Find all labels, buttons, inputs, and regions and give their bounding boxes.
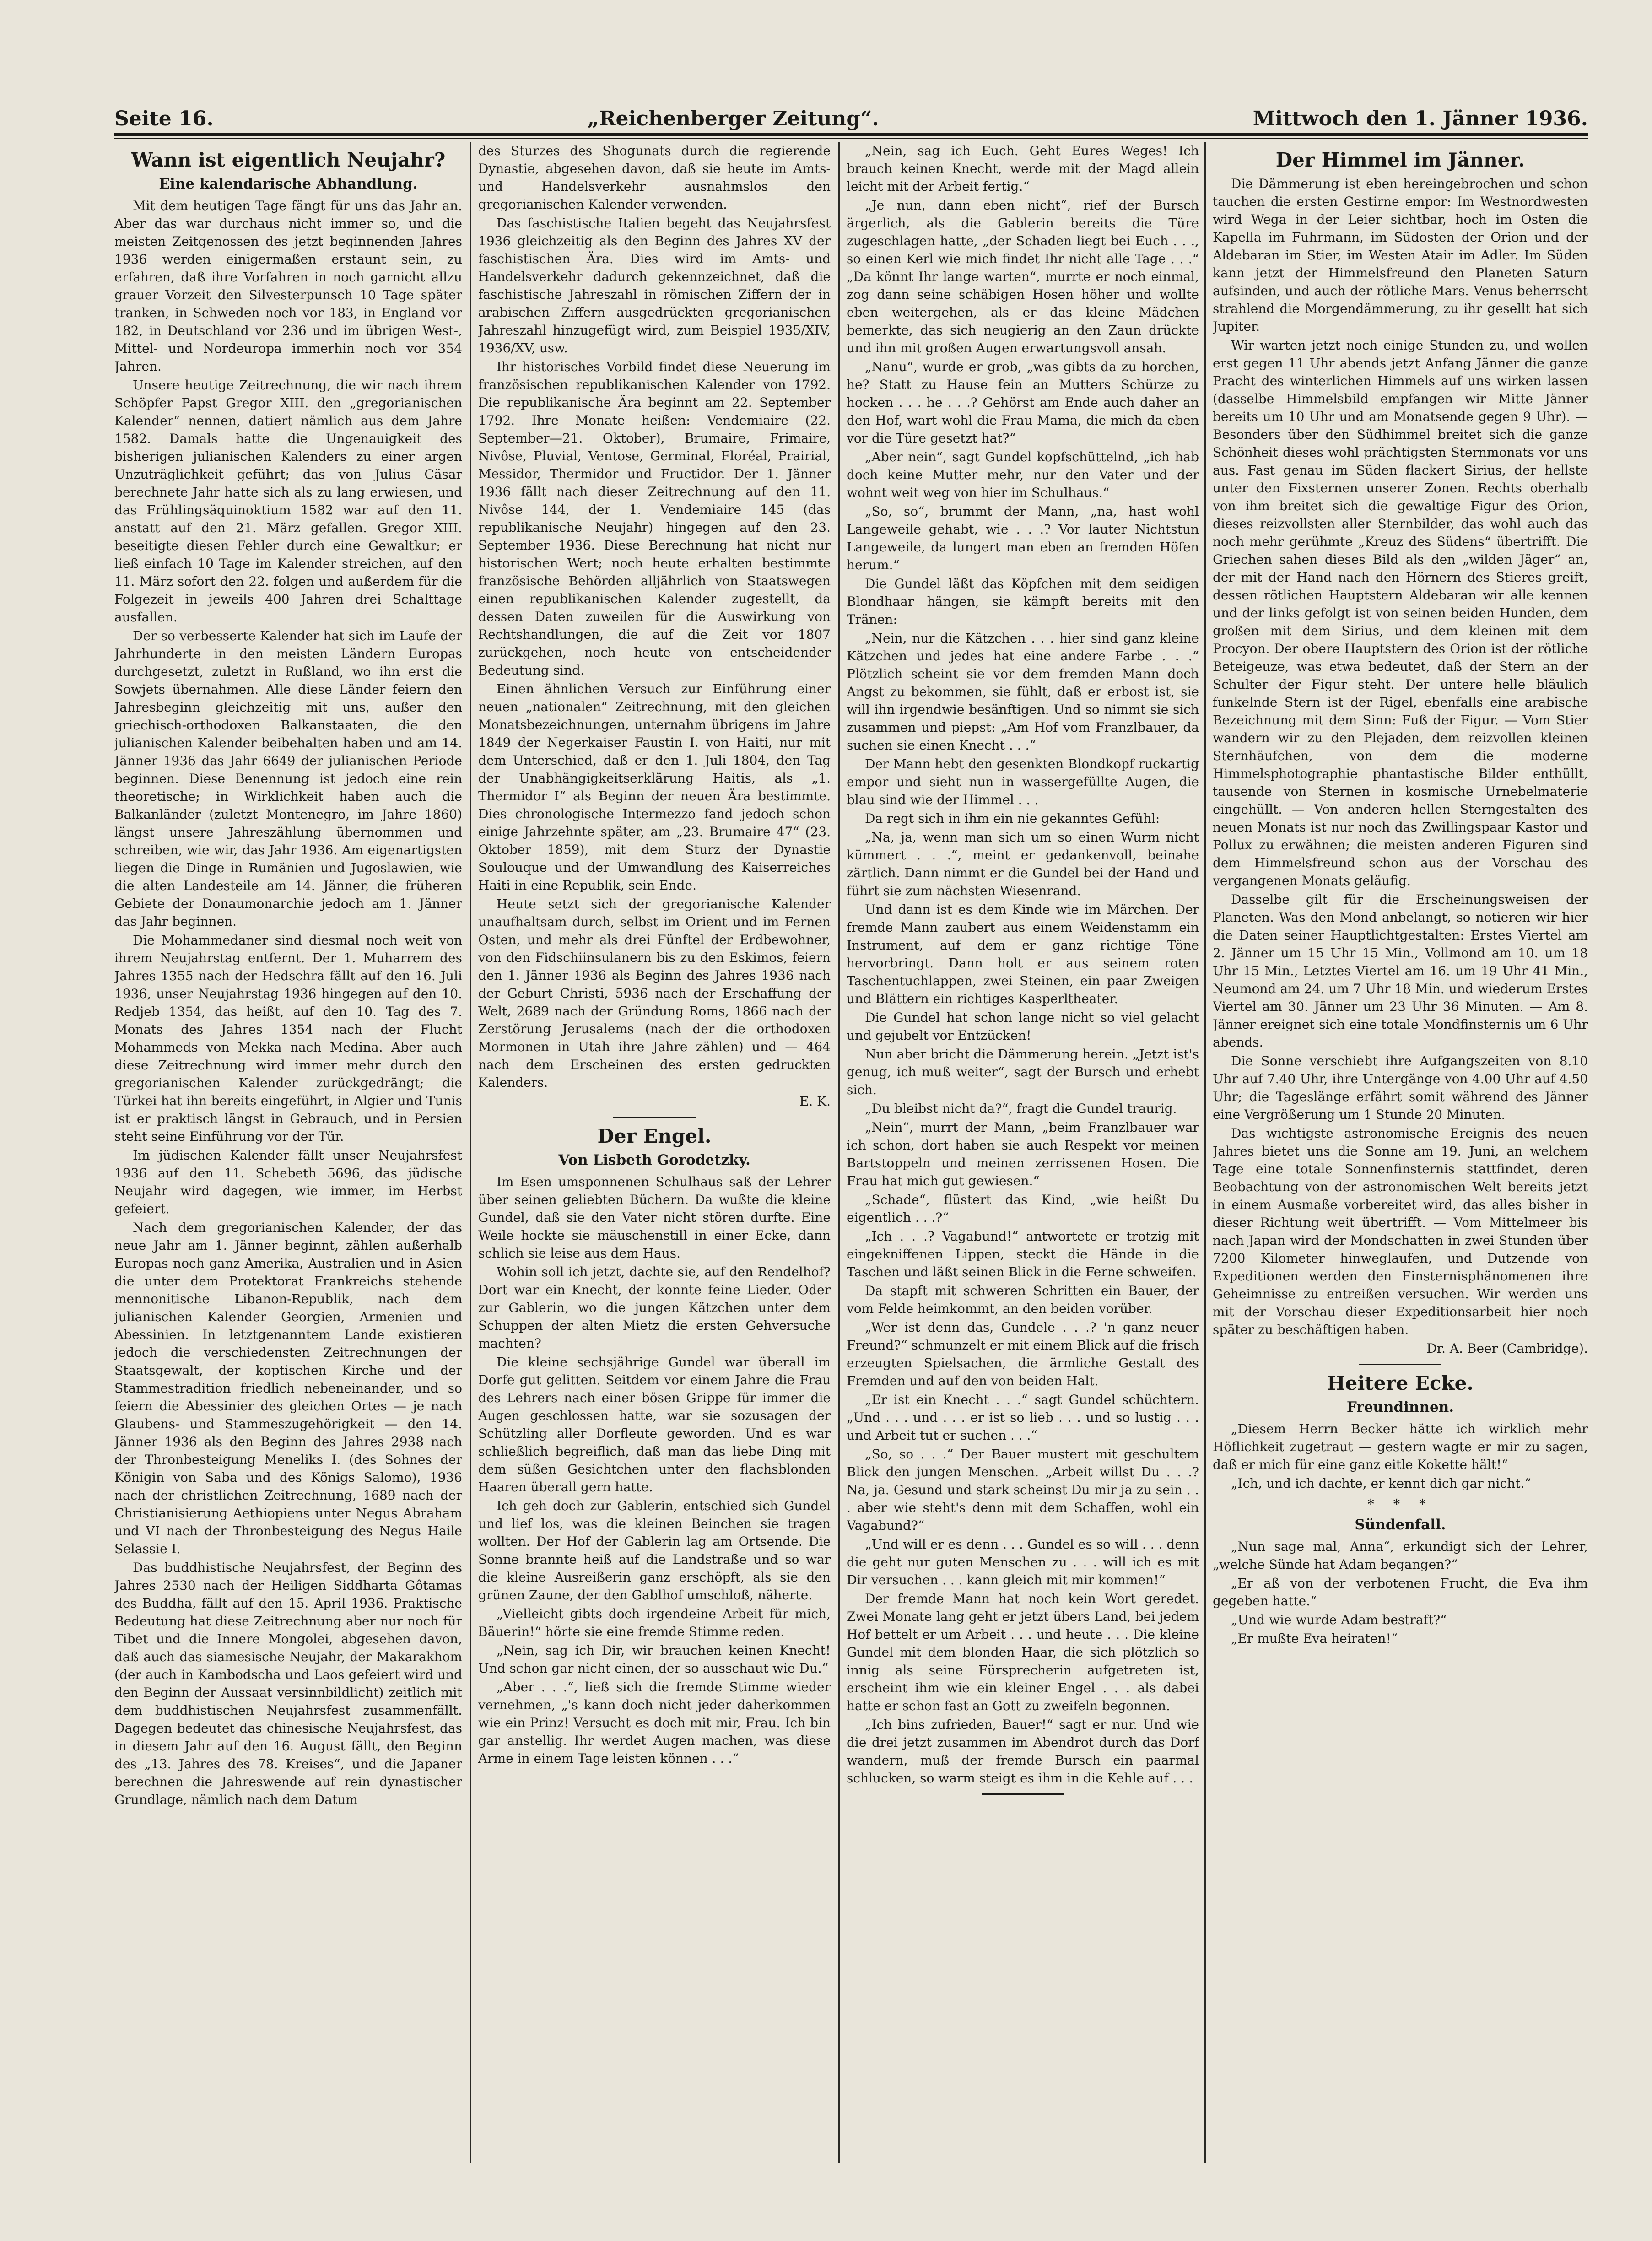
- paragraph: Die Dämmerung ist eben hereingebrochen und schon tauchen die ersten Gestirne empor: Im Westnordwesten wird Wega in der Leier sichtbar, hoch im Osten die Kapella im Fuhrmann, im Südosten der Orion und der Aldebaran im Stier, im Westen Atair im Adler. Im Süden kann jetzt der Himmelsfreund den Planeten Saturn aufsinden, und auch der rötliche Mars. Venus beherrscht strahlend die Morgendämmerung, zu ihr gesellt hat sich Jupiter.: [1213, 176, 1588, 334]
- article-signature: Dr. A. Beer (Cambridge).: [1426, 1341, 1588, 1356]
- paragraph: Da stapft mit schweren Schritten ein Bauer, der vom Felde heimkommt, an den beiden vorüber.: [847, 1283, 1199, 1316]
- paragraph: Einen ähnlichen Versuch zur Einführung einer neuen „nationalen“ Zeitrechnung, mit den gleichen Monatsbezeichnungen, unternahm übrigens im Jahre 1849 der Negerkaiser Faustin I. von Haiti, nur mit dem Unterschied, daß er den 1. Juli 1804, den Tag der Unabhängigkeitserklärung Haitis, als „1. Thermidor I“ als Beginn der neuen Ära bestimmte. Dies chronologische Intermezzo fand jedoch schon einige Jahrzehnte später, am „23. Brumaire 47“ (23. Oktober 1859), mit dem Sturz der Dynastie Soulouque und der Umwandlung des Kaiserreiches Haiti in eine Republik, sein Ende.: [478, 681, 831, 893]
- section-rule: [1359, 1364, 1441, 1365]
- article-subtitle: Eine kalendarische Abhandlung.: [159, 176, 418, 192]
- paragraph: „Je nun, dann eben nicht“, rief der Bursch ärgerlich, als die Gablerin bereits die Türe zugeschlagen hatte, „der Schaden liegt bei Euch . . ., so einen Kerl wie mich findet Ihr nicht alle Tage . . .“ „Da könnt Ihr lange warten“, murrte er noch einmal, zog dann seine schäbigen Hosen höher und wollte eben weitergehen, als er das kleine Mädchen bemerkte, das sich neugierig an den Zaun drückte und ihn mit großen Augen erwartungsvoll ansah.: [847, 198, 1199, 356]
- paragraph: Nach dem gregorianischen Kalender, der das neue Jahr am 1. Jänner beginnt, zählen außerhalb Europas noch ganz Amerika, Australien und in Asien die unter dem Protektorat Frankreichs stehende mennonitische Libanon-Republik, nach dem julianischen Kalender Georgien, Armenien und Abessinien. In letztgenanntem Lande existieren jedoch die verschiedensten Zeitrechnungen der Staatsgewalt, der koptischen Kirche und der Stammestradition friedlich nebeneinander, und so feiern die Abessinier des gleichen Ortes — je nach Glaubens- und Stammeszugehörigkeit — den 14. Jänner 1936 als den Beginn des Jahres 2938 nach der Thronbesteigung Meneliks I. (des Sohnes der Königin von Saba und des Königs Salomo), 1936 nach der christlichen Zeitrechnung, 1689 nach der Christianisierung Aethiopiens unter Negus Abraham und VI nach der Thronbesteigung des Negus Haile Selassie I.: [114, 1220, 462, 1556]
- paragraph: „Schade“, flüstert das Kind, „wie heißt Du eigentlich . . .?“: [847, 1192, 1199, 1225]
- paragraph: Ich geh doch zur Gablerin, entschied sich Gundel und lief los, was die kleinen Beinchen sie tragen wollten. Der Hof der Gablerin lag am Ortsende. Die Sonne brannte heiß auf die Landstraße und so war die kleine Ausreißerin ganz erschöpft, als sie den grünen Zaune, der den Gablhof umschloß, näherte.: [478, 1498, 831, 1603]
- paragraph: „Nein“, murrt der Mann, „beim Franzlbauer war ich schon, dort haben sie auch Respekt vor meinen Bartstoppeln und meinen zerrissenen Hosen. Die Frau hat mich gut gewiesen.“: [847, 1120, 1199, 1188]
- paragraph: „Er ist ein Knecht . . .“ sagt Gundel schüchtern. „Und . . . und . . . er ist so lieb . . . und so lustig . . . und Arbeit tut er suchen . . .“: [847, 1392, 1199, 1443]
- paragraph: Die Gundel hat schon lange nicht so viel gelacht und gejubelt vor Entzücken!: [847, 1010, 1199, 1043]
- paragraph: „Aber . . .“, ließ sich die fremde Stimme wieder vernehmen, „'s kann doch nicht jeder daherkommen wie ein Prinz! Versucht es doch mit mir, Frau. Ich bin gar anstellig. Ihr werdet Augen machen, was diese Arme in einem Tage leisten können . . .“: [478, 1679, 831, 1766]
- paragraph: „So, so . . .“ Der Bauer mustert mit geschultem Blick den jungen Menschen. „Arbeit willst Du . . .? Na, ja. Gesund und stark scheinst Du mir ja zu sein . . . aber wie steht's denn mit dem Schaffen, wohl ein Vagabund?“: [847, 1447, 1199, 1533]
- paragraph: Dasselbe gilt für die Erscheinungsweisen der Planeten. Was den Mond anbelangt, so notieren wir hier die Daten seiner Hauptlichtgestalten: Erstes Viertel am 2. Jänner um 15 Uhr 15 Min., Vollmond am 10. um 18 Uhr 15 Min., Letztes Viertel am 16. um 19 Uhr 41 Min., Neumond am 24. um 7 Uhr 18 Min. und wiederum Erstes Viertel am 30. Jänner um 23 Uhr 36 Minuten. — Am 8. Jänner ereignet sich eine totale Mondfinsternis um 6 Uhr abends.: [1213, 892, 1588, 1050]
- article-title: Der Himmel im Jänner.: [1275, 149, 1525, 171]
- paragraph: Der Mann hebt den gesenkten Blondkopf ruckartig empor und sieht nun in wassergefüllte Augen, die blau sind wie der Himmel . . .: [847, 756, 1199, 807]
- paragraph: „Und will er es denn . . . Gundel es so will . . . denn die geht nur guten Menschen zu . . . will ich es mit Dir versuchen . . . kann gleich mit mir kommen!“: [847, 1537, 1199, 1588]
- column-4: [1213, 142, 1588, 2163]
- paragraph: „Du bleibst nicht da?“, fragt die Gundel traurig.: [865, 1101, 1177, 1116]
- paragraph: Unsere heutige Zeitrechnung, die wir nach ihrem Schöpfer Papst Gregor XIII. den „gregorianischen Kalender“ nennen, datiert nämlich aus dem Jahre 1582. Damals hatte die Ungenauigkeit des bisherigen julianischen Kalenders zu einer argen Unzuträglichkeit geführt; das von Julius Cäsar berechnete Jahr hatte sich als zu lang erwiesen, und das Frühlingsäquinoktium 1582 war auf den 11. anstatt auf den 21. März gefallen. Gregor XIII. beseitigte diesen Fehler durch eine Gewaltkur; er ließ einfach 10 Tage im Kalender streichen, auf den 11. März sofort den 22. folgen und außerdem für die Folgezeit in jeweils 400 Jahren drei Schalttage ausfallen.: [114, 378, 462, 625]
- paragraph: „Nein, nur die Kätzchen . . . hier sind ganz kleine Kätzchen und jedes hat eine andere Farbe . . .“ Plötzlich scheint sie vor dem fremden Mann doch Angst zu bekommen, sie fühlt, daß er erbost ist, sie will ihn irgendwie besänftigen. Und so nimmt sie sich zusammen und piepst: „Am Hof vom Franzlbauer, da suchen sie einen Knecht . . .“: [847, 631, 1199, 753]
- column-2: [478, 142, 831, 2163]
- paragraph: Der fremde Mann hat noch kein Wort geredet. Zwei Monate lang geht er jetzt übers Land, bei jedem Hof bettelt er um Arbeit . . . und heute . . . Die kleine Gundel mit dem blonden Haar, die sich plötzlich so innig als seine Fürsprecherin aufgetreten ist, erscheint ihm wie ein kleiner Engel . . . als dabei hatte er schon fast an Gott zu zweifeln begonnen.: [847, 1591, 1199, 1713]
- article-title: Wann ist eigentlich Neujahr?: [131, 149, 446, 171]
- paragraph: Das faschistische Italien begeht das Neujahrsfest 1936 gleichzeitig als den Beginn des Jahres XV der faschistischen Ära. Dies wird im Amts- und Handelsverkehr dadurch gekennzeichnet, daß die faschistische Jahreszahl in römischen Ziffern der in arabischen Ziffern ausgedrückten gregorianischen Jahreszahl hinzugefügt wird, zum Beispiel 1935/XIV, 1936/XV, usw.: [478, 216, 831, 356]
- paragraph: „Er aß von der verbotenen Frucht, die Eva ihm gegeben hatte.“: [1213, 1576, 1588, 1609]
- section-rule: [982, 1793, 1064, 1795]
- author-initials: E. K.: [799, 1094, 831, 1109]
- paragraph: Und dann ist es dem Kinde wie im Märchen. Der fremde Mann zaubert aus einem Weidenstamm ein Instrument, auf dem er ganz richtige Töne hervorbringt. Dann holt er aus seinem roten Taschentuchlappen, zwei Steinen, ein paar Zweigen und Blättern ein richtiges Kasperltheater.: [847, 902, 1199, 1006]
- paragraph: „Er mußte Eva heiraten!“: [1231, 1631, 1398, 1646]
- paragraph: „Ich, und ich dachte, er kennt dich gar nicht.“: [1231, 1476, 1531, 1491]
- issue-date: Mittwoch den 1. Jänner 1936.: [1252, 107, 1588, 130]
- paragraph: „Nein, sag ich Dir, wir brauchen keinen Knecht! Und schon gar nicht einen, der so ausschaut wie Du.“: [478, 1643, 831, 1676]
- column-3: [847, 142, 1199, 2163]
- story-author: Von Lisbeth Gorodetzky.: [558, 1152, 750, 1168]
- header-rule-thin: [114, 138, 1588, 139]
- paragraph: „Und wie wurde Adam bestraft?“: [1231, 1612, 1447, 1627]
- page-header: [114, 98, 1588, 130]
- header-rule: [114, 133, 1588, 136]
- paragraph: Der so verbesserte Kalender hat sich im Laufe der Jahrhunderte in den meisten Ländern Europas durchgesetzt, zuletzt in Rußland, wo ihn erst die Sowjets übernahmen. Alle diese Länder feiern den Jahresbeginn gleichzeitig mit uns, außer den griechisch-orthodoxen Balkanstaaten, die den julianischen Kalender beibehalten haben und am 14. Jänner 1936 das Jahr 6649 der julianischen Periode beginnen. Diese Benennung ist jedoch eine rein theoretische; in Wirklichkeit haben auch die Balkanländer (zuletzt Montenegro, im Jahre 1860) längst unsere Jahreszählung übernommen und schreiben, wie wir, das Jahr 1936. Am eigenartigsten liegen die Dinge in Rumänien und Jugoslawien, wie die alten Landesteile am 14. Jänner, die früheren Gebiete der Donaumonarchie jedoch am 1. Jänner das Jahr beginnen.: [114, 628, 462, 929]
- paragraph: „Diesem Herrn Becker hätte ich wirklich mehr Höflichkeit zugetraut — gestern wagte er mir zu sagen, daß er mich für eine ganz eitle Kokette hält!“: [1213, 1421, 1588, 1472]
- paragraph: „Ich bins zufrieden, Bauer!“ sagt er nur. Und wie die drei jetzt zusammen im Abendrot durch das Dorf wandern, muß der fremde Bursch ein paarmal schlucken, so warm steigt es ihm in die Kehle auf . . .: [847, 1717, 1199, 1786]
- newspaper-title: „Reichenberger Zeitung“.: [587, 107, 879, 130]
- paragraph: Das wichtigste astronomische Ereignis des neuen Jahres bietet uns die Sonne am 19. Juni, an welchem Tage eine totale Sonnenfinsternis stattfindet, deren Beobachtung von der astronomischen Welt bereits jetzt in einem Ausmaße vorbereitet wird, das alles bisher in dieser Richtung weit übertrifft. — Vom Mittelmeer bis nach Japan wird der Mondschatten in zwei Stunden über 7200 Kilometer hinweglaufen, und Dutzende von Expeditionen werden den Finsternisphänomenen ihre Geheimnisse zu entreißen versuchen. Wir werden uns mit der Vorschau dieser Expeditionsarbeit hier noch später zu beschäftigen haben.: [1213, 1126, 1588, 1337]
- paragraph: „Nun sage mal, Anna“, erkundigt sich der Lehrer, „welche Sünde hat Adam begangen?“: [1213, 1539, 1588, 1572]
- paragraph: Im jüdischen Kalender fällt unser Neujahrsfest 1936 auf den 11. Schebeth 5696, das jüdische Neujahr wird dagegen, wie immer, im Herbst gefeiert.: [114, 1148, 462, 1216]
- separator-asterisks: * * *: [1367, 1496, 1433, 1512]
- paragraph: Die Sonne verschiebt ihre Aufgangszeiten von 8.10 Uhr auf 7.40 Uhr, ihre Untergänge von 4.00 Uhr auf 4.50 Uhr; die Tageslänge erfährt somit während des Jänner eine Vergrößerung um 1 Stunde 20 Minuten.: [1213, 1053, 1588, 1122]
- humor-section-title: Heitere Ecke.: [1327, 1372, 1474, 1394]
- paragraph: „Vielleicht gibts doch irgendeine Arbeit für mich, Bäuerin!“ hörte sie eine fremde Stimme reden.: [478, 1606, 831, 1639]
- column-1: [114, 142, 462, 2163]
- paragraph: Wir warten jetzt noch einige Stunden zu, und wollen erst gegen 11 Uhr abends jetzt Anfang Jänner die ganze Pracht des winterlichen Himmels auf uns wirken lassen (dasselbe Himmelsbild empfangen wir Mitte Jänner bereits um 10 Uhr und am Monatsende gegen 9 Uhr). — Besonders über den Südhimmel breitet sich die ganze Schönheit dieses wohl prächtigsten Sternmonats vor uns aus. Fast genau im Süden flackert Sirius, der hellste unter den Fixsternen unserer Zonen. Rechts oberhalb von ihm breitet sich die gewaltige Figur des Orion, dieses reizvollsten aller Sternbilder, das wohl auch das noch mehr gerühmte „Kreuz des Südens“ übertrifft. Die Griechen sahen dieses Bild als den „wilden Jäger“ an, der mit der Hand nach den Hörnern des Stieres greift, dessen rötlichen Hauptstern Aldebaran wir alle kennen und der links gefolgt ist von seinen beiden Hunden, dem großen mit dem Sirius, und dem kleinen mit dem Procyon. Der obere Hauptstern des Orion ist der rötliche Beteigeuze, was etwa bedeutet, daß der Stern an der Schulter der Figur steht. Der untere helle bläulich funkelnde Stern ist der Rigel, ebenfalls eine arabische Bezeichnung mit dem Sinn: Fuß der Figur. — Vom Stier wandern wir zu den Plejaden, dem reizvollen kleinen Sternhäufchen, von dem die moderne Himmelsphotographie phantastische Bilder enthüllt, tausende von Sternen in kosmische Urnebelmaterie eingehüllt. — Von anderen hellen Sterngestalten des neuen Monats ist nur noch das Zwillingspaar Kastor und Pollux zu erwähnen; die meisten anderen Figuren sind dem Himmelsfreund schon aus der Vorschau des vergangenen Monats geläufig.: [1213, 338, 1588, 888]
- paragraph: „Ich . . .? Vagabund!“ antwortete er trotzig mit eingekniffenen Lippen, steckt die Hände in die Taschen und läßt seinen Blick in die Ferne schweifen.: [847, 1229, 1199, 1280]
- paragraph: „Wer ist denn das, Gundele . . .? 'n ganz neuer Freund?“ schmunzelt er mit einem Blick auf die frisch erzeugten Spielsachen, die ärmliche Gestalt des Fremden und auf den von beiden Halt.: [847, 1320, 1199, 1388]
- paragraph: Heute setzt sich der gregorianische Kalender unaufhaltsam durch, selbst im Orient und im Fernen Osten, und mehr als drei Fünftel der Erdbewohner, von den Fidschiinsulanern bis zu den Eskimos, feiern den 1. Jänner 1936 als Beginn des Jahres 1936 nach der Geburt Christi, 5936 nach der Erschaffung der Welt, 2689 nach der Gründung Roms, 1866 nach der Zerstörung Jerusalems (nach der die orthodoxen Mormonen in Utah ihre Jahre zählen) und — 464 nach dem Erscheinen des ersten gedruckten Kalenders.: [478, 896, 831, 1090]
- paragraph: Nun aber bricht die Dämmerung herein. „Jetzt ist's genug, ich muß weiter“, sagt der Bursch und erhebt sich.: [847, 1047, 1199, 1097]
- joke-title: Sündenfall.: [1355, 1517, 1446, 1533]
- paragraph: „Aber nein“, sagt Gundel kopfschüttelnd, „ich hab doch keine Mutter mehr, nur den Vater und der wohnt weit weg von hier im Schulhaus.“: [847, 449, 1199, 500]
- paragraph: des Sturzes des Shogunats durch die regierende Dynastie, abgesehen davon, daß sie heute im Amts- und Handelsverkehr ausnahmslos den gregorianischen Kalender verwenden.: [478, 143, 831, 212]
- paragraph: Ihr historisches Vorbild findet diese Neuerung im französischen republikanischen Kalender von 1792. Die republikanische Ära beginnt am 22. September 1792. Ihre Monate heißen: Vendemiaire (22. September—21. Oktober), Brumaire, Frimaire, Nivôse, Pluvial, Ventose, Germinal, Floréal, Prairial, Messidor, Thermidor und Fructidor. Der 1. Jänner 1936 fällt nach dieser Zeitrechnung auf den 11. Nivôse 144, der 1. Vendemiaire 145 (das republikanische Neujahr) hingegen auf den 23. September 1936. Diese Berechnung hat nicht nur historischen Wert; noch heute erhalten bestimmte französische Behörden alljährlich von Staatswegen einen republikanischen Kalender zugestellt, da dessen Daten zuweilen für die Auswirkung von Rechtshandlungen, die auf die Zeit vor 1807 zurückgehen, noch heute von entscheidender Bedeutung sind.: [478, 359, 831, 678]
- paragraph: Die kleine sechsjährige Gundel war überall im Dorfe gut gelitten. Seitdem vor einem Jahre die Frau des Lehrers nach einer bösen Grippe für immer die Augen geschlossen hatte, war sie sozusagen der Schützling aller Dorfleute geworden. Und es war schließlich begreiflich, daß man das liebe Ding mit dem süßen Gesichtchen unter den flachsblonden Haaren überall gern hatte.: [478, 1355, 831, 1495]
- paragraph: Das buddhistische Neujahrsfest, der Beginn des Jahres 2530 nach der Heiligen Siddharta Gôtamas des Buddha, fällt auf den 15. April 1936. Praktische Bedeutung hat diese Zeitrechnung aber nur noch für Tibet und die Innere Mongolei, abgesehen davon, daß auch das siamesische Neujahr, der Makarakhom (der auch in Kambodscha und Laos gefeiert wird und den Beginn der Aussaat versinnbildlicht) zeitlich mit dem buddhistischen Neujahrsfest zusammenfällt. Dagegen bedeutet das chinesische Neujahrsfest, das in diesem Jahr auf den 16. August fällt, den Beginn des „13. Jahres des 78. Kreises“, und die Japaner berechnen die Jahreswende auf rein dynastischer Grundlage, nämlich nach dem Datum: [114, 1560, 462, 1807]
- story-title: Der Engel.: [597, 1125, 712, 1147]
- paragraph: Mit dem heutigen Tage fängt für uns das Jahr an. Aber das war durchaus nicht immer so, und die meisten Zeitgenossen des jetzt beginnenden Jahres 1936 werden einigermaßen erstaunt sein, zu erfahren, daß ihre Vorfahren in noch garnicht allzu grauer Vorzeit den Silvesterpunsch 10 Tage später tranken, in Schweden noch vor 183, in England vor 182, in Deutschland vor 236 und im übrigen West-, Mittel- und Nordeuropa immerhin noch vor 354 Jahren.: [114, 198, 462, 374]
- column-divider: [470, 142, 471, 2163]
- paragraph: „Na, ja, wenn man sich um so einen Wurm nicht kümmert . . .“, meint er gedankenvoll, beinahe zärtlich. Dann nimmt er die Gundel bei der Hand und führt sie zum nächsten Wiesenrand.: [847, 830, 1199, 898]
- joke-title: Freundinnen.: [1346, 1399, 1454, 1415]
- paragraph: Die Mohammedaner sind diesmal noch weit von ihrem Neujahrstag entfernt. Der 1. Muharrem des Jahres 1355 nach der Hedschra fällt auf den 16. Juli 1936, unser Neujahrstag 1936 hingegen auf den 10. Redjeb 1354, das heißt, auf den 10. Tag des 7. Monats des Jahres 1354 nach der Flucht Mohammeds von Mekka nach Medina. Aber auch diese Zeitrechnung wird immer mehr durch den gregorianischen Kalender zurückgedrängt; die Türkei hat ihn bereits eingeführt, in Algier und Tunis ist er praktisch längst in Gebrauch, und in Persien steht seine Einführung vor der Tür.: [114, 933, 462, 1144]
- column-divider: [838, 142, 840, 2163]
- paragraph: „So, so“, brummt der Mann, „na, hast wohl Langeweile gehabt, wie . . .? Vor lauter Nichtstun Langeweile, da lungert man eben an fremden Höfen herum.“: [847, 504, 1199, 572]
- page-label: Seite 16.: [114, 107, 214, 130]
- paragraph: „Nanu“, wurde er grob, „was gibts da zu horchen, he? Statt zu Hause fein an Mutters Schürze zu hocken . . . he . . .? Gehörst am Ende auch daher an den Hof, wart wohl die Frau Mama, die mich da eben vor die Türe gesetzt hat?“: [847, 359, 1199, 446]
- paragraph: Wohin soll ich jetzt, dachte sie, auf den Rendelhof? Dort war ein Knecht, der konnte feine Lieder. Oder zur Gablerin, wo die jungen Kätzchen unter dem Schuppen der alten Mietz die ersten Gehversuche machten?: [478, 1264, 831, 1351]
- column-divider: [1204, 142, 1206, 2163]
- paragraph: „Nein, sag ich Euch. Geht Eures Weges! Ich brauch keinen Knecht, werde mit der Magd allein leicht mit der Arbeit fertig.“: [847, 143, 1199, 194]
- paragraph: Im Esen umsponnenen Schulhaus saß der Lehrer über seinen geliebten Büchern. Da wußte die kleine Gundel, daß sie den Vater nicht stören durfte. Eine Weile hockte sie mäuschenstill in einer Ecke, dann schlich sie leise aus dem Haus.: [478, 1174, 831, 1261]
- paragraph: Da regt sich in ihm ein nie gekanntes Gefühl:: [865, 811, 1160, 826]
- paragraph: Die Gundel läßt das Köpfchen mit dem seidigen Blondhaar hängen, sie kämpft bereits mit den Tränen:: [847, 576, 1199, 627]
- section-rule: [613, 1117, 696, 1118]
